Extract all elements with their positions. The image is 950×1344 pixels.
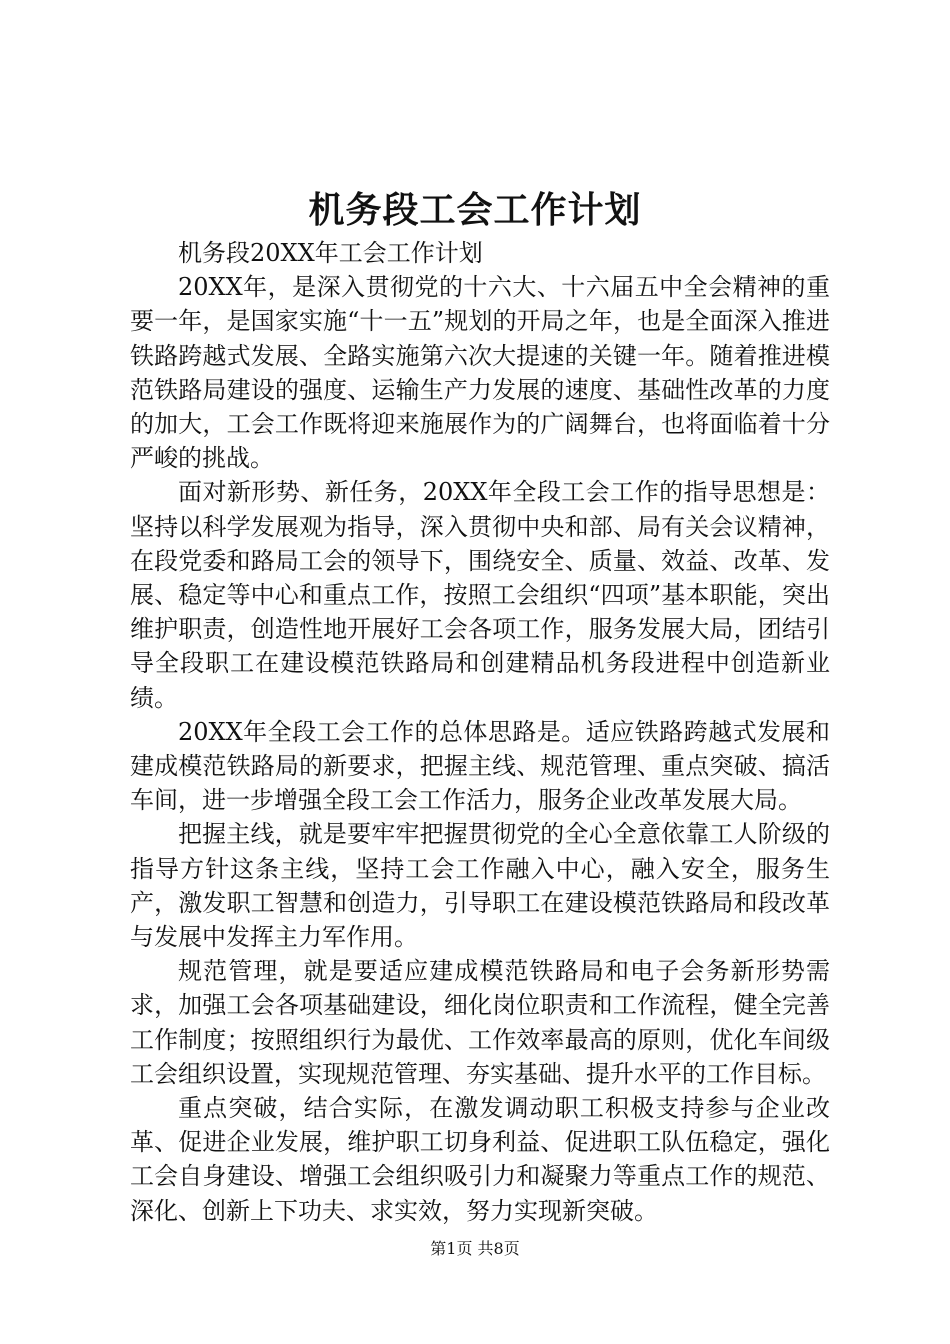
paragraph-intro: 20XX年，是深入贯彻党的十六大、十六届五中全会精神的重要一年，是国家实施“十一五”规划的开局之年，也是全面深入推进铁路跨越式发展、全路实施第六次大提速的关键一年。随着推进模范铁路局建设的强度、运输生产力发展的速度、基础性改革的力度的加大，工会工作既将迎来施展作为的广阔舞台，也将面临着十分严峻的挑战。 — [130, 273, 830, 473]
paragraph-overall-approach: 20XX年全段工会工作的总体思路是。适应铁路跨越式发展和建成模范铁路局的新要求，把握主线、规范管理、重点突破、搞活车间，进一步增强全段工会工作活力，服务企业改革发展大局。 — [130, 717, 830, 815]
paragraph-subtitle: 机务段20XX年工会工作计划 — [178, 239, 483, 267]
document-body — [130, 236, 830, 1228]
page-number-footer: 第1页 共8页 — [430, 1239, 520, 1258]
paragraph-main-line: 把握主线，就是要牢牢把握贯彻党的全心全意依靠工人阶级的指导方针这条主线，坚持工会工作融入中心，融入安全，服务生产，激发职工智慧和创造力，引导职工在建设模范铁路局和段改革与发展中发挥主力军作用。 — [130, 820, 830, 952]
paragraph-key-breakthrough: 重点突破，结合实际，在激发调动职工积极支持参与企业改革、促进企业发展，维护职工切身利益、促进职工队伍稳定，强化工会自身建设、增强工会组织吸引力和凝聚力等重点工作的规范、深化、创新上下功夫、求实效，努力实现新突破。 — [130, 1094, 830, 1225]
document-title: 机务段工会工作计划 — [308, 189, 642, 231]
paragraph-guiding-thought: 面对新形势、新任务，20XX年全段工会工作的指导思想是：坚持以科学发展观为指导，深入贯彻中央和部、局有关会议精神，在段党委和路局工会的领导下，围绕安全、质量、效益、改革、发展、稳定等中心和重点工作，按照工会组织“四项”基本职能，突出维护职责，创造性地开展好工会各项工作，服务发展大局，团结引导全段职工在建设模范铁路局和创建精品机务段进程中创造新业绩。 — [130, 478, 830, 712]
paragraph-standard-management: 规范管理，就是要适应建成模范铁路局和电子会务新形势需求，加强工会各项基础建设，细化岗位职责和工作流程，健全完善工作制度；按照组织行为最优、工作效率最高的原则，优化车间级工会组织设置，实现规范管理、夯实基础、提升水平的工作目标。 — [130, 957, 830, 1088]
